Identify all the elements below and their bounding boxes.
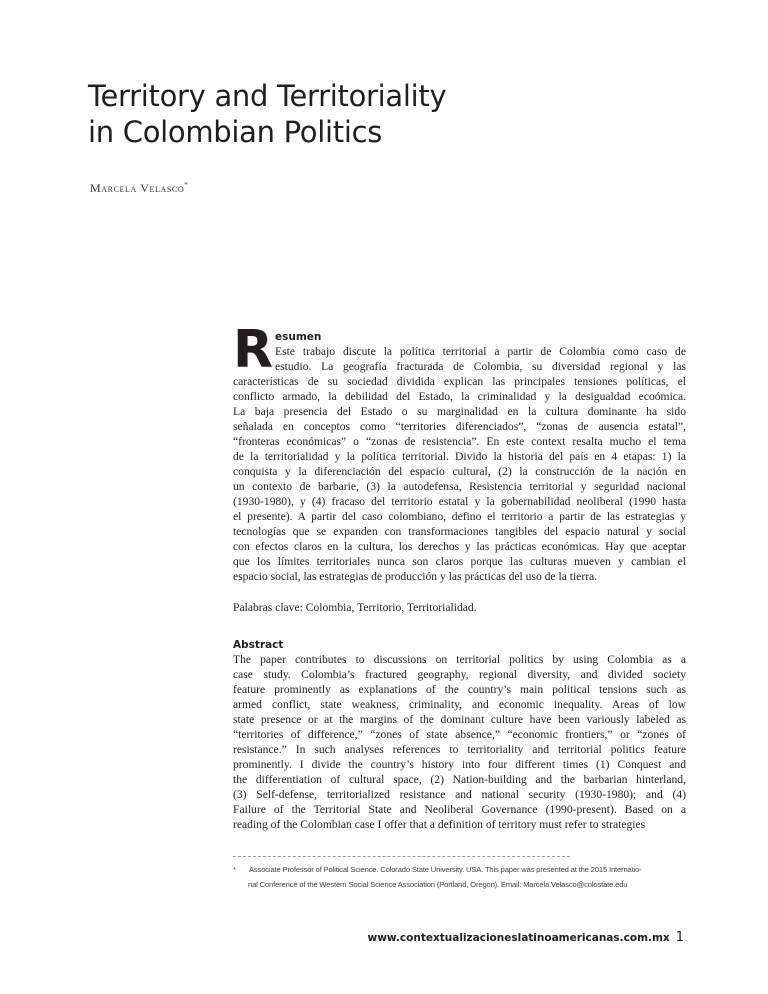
text-line: case study. Colombia’s fractured geography, regional diversity, and divided society xyxy=(233,668,686,681)
footnote-divider xyxy=(233,856,570,857)
text-line: conflicto armado, la debilidad del Estado, la criminalidad y la desigualdad ecoómica. xyxy=(233,390,686,403)
text-line: feature prominently as explanations of the country’s main political tensions such as xyxy=(233,683,686,696)
page-number: 1 xyxy=(675,930,684,945)
text-line: Este trabajo discute la política territorial a partir de Colombia como caso de xyxy=(275,345,686,358)
text-line: resistance.” In such analyses references to territoriality and territorial politics feature xyxy=(233,743,686,756)
text-line: (3) Self-defense, territorialized resistance and national security (1930-1980); and (4) xyxy=(233,788,686,801)
text-line: con efectos claros en la cultura, los derechos y las prácticas económicas. Hay que aceptar xyxy=(233,540,686,553)
text-line: armed conflict, state weakness, criminality, and economic inequality. Areas of low xyxy=(233,698,686,711)
text-line: señalada en conceptos como “territories diferenciados”, “zonas de ausencia estatal”, xyxy=(233,420,686,433)
resumen-heading: esumen xyxy=(275,331,322,343)
text-line: state presence or at the margins of the dominant culture have been variously labeled as xyxy=(233,713,686,726)
page-footer xyxy=(368,930,685,945)
abstract-section xyxy=(233,638,686,832)
text-line: Failure of the Territorial State and Neoliberal Governance (1990-present). Based on a xyxy=(233,803,686,816)
text-line: un contexto de barbarie, (3) la autodefensa, Resistencia territorial y seguridad nacional xyxy=(233,480,686,493)
footnote-line-1: Associate Professor of Political Science. Colorado State University. USA. This paper was presented at the 2015 Internatio- xyxy=(249,865,642,874)
text-line: prominently. I divide the country’s history into four different times (1) Conquest and xyxy=(233,758,686,771)
text-line: espacio social, las estrategias de producción y las prácticas del uso de la tierra. xyxy=(233,570,598,583)
author-footnote-marker: * xyxy=(184,181,189,189)
text-line: características de su sociedad dividida explican las principales tensiones políticas, el xyxy=(233,375,686,388)
text-line: The paper contributes to discussions on territorial politics by using Colombia as a xyxy=(233,653,686,666)
text-line: tecnologías que se expanden con transformaciones tangibles del espacio natural y social xyxy=(233,525,686,538)
text-line: de la territorialidad y la política territorial. Divido la historia del país en 4 etapas: 1) la xyxy=(233,450,686,463)
abstract-heading: Abstract xyxy=(233,639,284,651)
text-line: (1930-1980), y (4) fracaso del territorio estatal y la gobernabilidad neoliberal (1990 hasta xyxy=(233,495,686,508)
abstract-body xyxy=(233,652,686,832)
keywords-section xyxy=(233,600,686,615)
footnote xyxy=(233,862,693,892)
text-line: “territories of difference,” “zones of state absence,” “economic frontiers,” or “zones of xyxy=(233,728,686,741)
resumen-section xyxy=(233,320,686,584)
footnote-line-2: nal Conference of the Western Social Science Association (Portland, Oregon). Email: Marcela.Velasco@colostate.edu xyxy=(248,880,628,889)
article-title xyxy=(88,78,446,150)
author-name: Marcela Velasco xyxy=(90,181,185,195)
text-line: the differentiation of cultural space, (2) Nation-building and the barbarian hinterland, xyxy=(233,773,686,786)
title-line-1: Territory and Territoriality xyxy=(88,79,447,113)
text-line: que los límites territoriales nunca son claros porque las culturas mueven y cambian el xyxy=(233,555,686,568)
text-line: reading of the Colombian case I offer that a definition of territory must refer to strategies xyxy=(233,818,646,831)
text-line: conquista y la diferenciación del espacio cultural, (2) la construcción de la nación en xyxy=(233,465,686,478)
resumen-dropcap: R xyxy=(233,320,274,380)
author-byline xyxy=(90,181,188,196)
text-line: La baja presencia del Estado o su marginalidad en la cultura dominante ha sido xyxy=(233,405,686,418)
text-line: “fronteras económicas” o “zonas de resistencia”. En este context resalta mucho el tema xyxy=(233,435,686,448)
footnote-marker: * xyxy=(233,865,236,874)
title-line-2: in Colombian Politics xyxy=(88,115,383,149)
journal-website[interactable]: www.contextualizacioneslatinoamericanas.com.mx xyxy=(367,932,670,944)
keywords: Palabras clave: Colombia, Territorio, Territorialidad. xyxy=(233,601,477,614)
text-line: estudio. La geografía fracturada de Colombia, su diversidad regional y las xyxy=(275,360,686,373)
text-line: el presente). A partir del caso colombiano, defino el territorio a partir de las estrategias y xyxy=(233,510,686,523)
resumen-body xyxy=(233,344,686,584)
